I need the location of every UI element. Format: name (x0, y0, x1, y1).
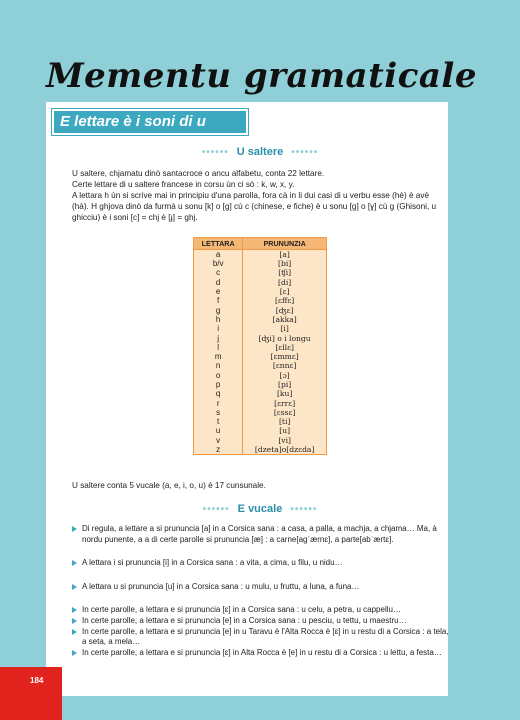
letter-cell: h (194, 315, 243, 324)
pronunciation-cell: [ɔ] (243, 371, 327, 380)
letter-cell: v (194, 436, 243, 445)
letter-cell: e (194, 287, 243, 296)
pronunciation-cell: [ɛmmɛ] (243, 352, 327, 361)
saltere-heading (0, 146, 520, 158)
pronunciation-cell: [ɛrrɛ] (243, 398, 327, 407)
vucale-heading (0, 503, 520, 515)
saltere-heading-text: U saltere (236, 146, 284, 158)
letter-cell: s (194, 408, 243, 417)
pronunciation-cell: [akka] (243, 315, 327, 324)
intro-paragraph-2: Certe lettare di u saltere francese in corsu ùn ci sò : k, w, x, y. (72, 180, 295, 189)
list-item: A lettara i si prununcia [i] in a Corsica sana : a vita, a cima, u filu, u nidu… (72, 558, 450, 569)
table-row (194, 436, 327, 445)
column-header-lettara: LETTARA (194, 238, 243, 250)
pronunciation-cell: [dzeta]o[dzɛda] (243, 445, 327, 455)
table-row (194, 352, 327, 361)
table-row (194, 296, 327, 305)
dots-decoration: •••••• (290, 504, 318, 515)
table-row (194, 361, 327, 370)
table-row (194, 389, 327, 398)
table-row (194, 250, 327, 260)
saltere-intro (72, 168, 442, 223)
dots-decoration: •••••• (201, 147, 229, 158)
letter-cell: g (194, 305, 243, 314)
list-item: Di regula, a lettare a si prununcia [a] in a Corsica sana : a casa, a palla, a machja, a chjama… Ma, à nordu punente, a a di certe parolle si prununcia [æ] : a carne[aɡˈærnɛ], a parte[abˈærtɛ]. (72, 524, 450, 545)
pronunciation-cell: [ʤɛ] (243, 305, 327, 314)
table-row (194, 408, 327, 417)
table-row (194, 305, 327, 314)
pronunciation-cell: [ʤi] o i longu (243, 333, 327, 342)
letter-cell: j (194, 333, 243, 342)
table-row (194, 315, 327, 324)
letter-cell: t (194, 417, 243, 426)
pronunciation-cell: [ɛssɛ] (243, 408, 327, 417)
table-row (194, 398, 327, 407)
page-number: 184 (0, 667, 62, 720)
table-row (194, 278, 327, 287)
letter-cell: m (194, 352, 243, 361)
pronunciation-cell: [a] (243, 250, 327, 260)
alphabet-table (193, 237, 327, 455)
letter-cell: f (194, 296, 243, 305)
table-row (194, 268, 327, 277)
count-line: U saltere conta 5 vucale (a, e, i, o, u) è 17 cunsunale. (72, 481, 266, 490)
pronunciation-cell: [vi] (243, 436, 327, 445)
letter-cell: o (194, 371, 243, 380)
table-row (194, 287, 327, 296)
letter-cell: i (194, 324, 243, 333)
letter-cell: q (194, 389, 243, 398)
letter-cell: r (194, 398, 243, 407)
column-header-prununzia: PRUNUNZIA (243, 238, 327, 250)
letter-cell: a (194, 250, 243, 260)
table-row (194, 417, 327, 426)
pronunciation-cell: [ʧi] (243, 268, 327, 277)
page-title: Mementu gramaticale (46, 56, 477, 96)
table-row (194, 333, 327, 342)
list-item: A lettara u si prununcia [u] in a Corsica sana : u mulu, u fruttu, a luna, a funa… (72, 582, 450, 593)
letter-cell: c (194, 268, 243, 277)
pronunciation-cell: [ɛ] (243, 287, 327, 296)
pronunciation-cell: [ɛffɛ] (243, 296, 327, 305)
table-row (194, 324, 327, 333)
pronunciation-cell: [i] (243, 324, 327, 333)
letter-cell: b/v (194, 259, 243, 268)
pronunciation-cell: [di] (243, 278, 327, 287)
letter-cell: u (194, 426, 243, 435)
dots-decoration: •••••• (202, 504, 230, 515)
list-item: In certe parolle, a lettara e si prununcia [e] in u Taravu è l'Alta Rocca è [ɛ] in u restu di a Corsica : a tela, a seta, a mela… (72, 627, 450, 648)
list-item: In certe parolle, a lettara e si prununcia [e] in a Corsica sana : u pesciu, u tettu, u maestru… (72, 616, 450, 627)
table-row (194, 426, 327, 435)
letter-cell: d (194, 278, 243, 287)
pronunciation-cell: [ɛnnɛ] (243, 361, 327, 370)
dots-decoration: •••••• (291, 147, 319, 158)
letter-cell: l (194, 343, 243, 352)
pronunciation-cell: [pi] (243, 380, 327, 389)
vucale-heading-text: E vucale (237, 503, 283, 515)
pronunciation-cell: [ku] (243, 389, 327, 398)
intro-paragraph-3: A lettara h ùn si scrive mai in principiu d'una parolla, fora cà in li dui casi di u verbu esse (hè) è avè (hà). H ghjova dinò da furmà u sonu [k] o [g] cù c (chinese, e fiche) è u sonu [g] o [ɣ] cù g (Ghisoni, u ghicciu) è i soni [c] = chj è [ɟ] = ghj. (72, 191, 437, 222)
pronunciation-cell: [u] (243, 426, 327, 435)
list-item: In certe parolle, a lettara e si prununcia [ɛ] in Alta Rocca è [e] in u restu di a Corsica : u lettu, a festa… (72, 648, 450, 659)
letter-cell: n (194, 361, 243, 370)
letter-cell: z (194, 445, 243, 455)
pronunciation-cell: [ti] (243, 417, 327, 426)
pronunciation-cell: [ɛllɛ] (243, 343, 327, 352)
intro-paragraph-1: U saltere, chjamatu dinò santacroce o ancu alfabetu, conta 22 lettare. (72, 169, 325, 178)
table-row (194, 343, 327, 352)
pronunciation-cell: [bi] (243, 259, 327, 268)
vowel-list (72, 524, 450, 658)
list-item: In certe parolle, a lettara e si prununcia [ɛ] in a Corsica sana : u celu, a petra, u cappellu… (72, 605, 450, 616)
table-header-row (194, 238, 327, 250)
letter-cell: p (194, 380, 243, 389)
section-banner: E lettare è i soni di u corsu (52, 109, 248, 135)
table-row (194, 371, 327, 380)
table-row (194, 259, 327, 268)
table-row (194, 445, 327, 455)
table-row (194, 380, 327, 389)
